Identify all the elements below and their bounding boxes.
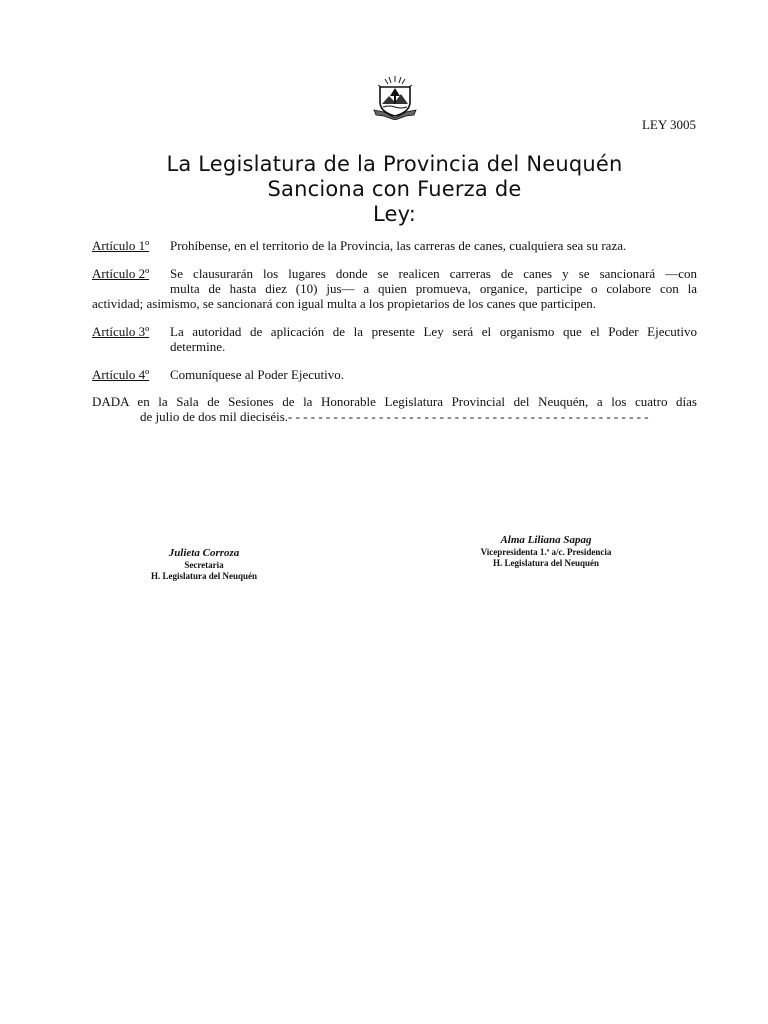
article-3 bbox=[92, 324, 697, 354]
heading-line-3: Ley: bbox=[372, 202, 417, 226]
dada-line-1: DADA en la Sala de Sesiones de la Honorable Legislatura Provincial del Neuquén, a los cuatro días bbox=[92, 394, 697, 409]
signer-role: Secretaria bbox=[184, 560, 224, 570]
article-text: Prohíbense, en el territorio de la Provincia, las carreras de canes, cualquiera sea su raza. bbox=[170, 238, 627, 253]
article-1 bbox=[92, 238, 697, 253]
dada-line-2: de julio de dos mil dieciséis.- - - - - - - - - - - - - - - - - - - - - - - - - - - - - - - - - - - - - - - - - - - - - - - - bbox=[140, 409, 649, 424]
article-label: Artículo 2º bbox=[92, 266, 150, 281]
dada-clause bbox=[92, 394, 697, 424]
article-3-line-1 bbox=[92, 324, 697, 339]
article-text: multa de hasta diez (10) jus— a quien promueva, organice, participe o colabore con la bbox=[170, 281, 697, 296]
article-text: La autoridad de aplicación de la presente Ley será el organismo que el Poder Ejecutivo bbox=[170, 324, 697, 339]
heading-line-2: Sanciona con Fuerza de bbox=[267, 177, 522, 201]
article-label: Artículo 3º bbox=[92, 324, 150, 339]
signature-block-president bbox=[448, 533, 644, 569]
article-2 bbox=[92, 266, 697, 311]
heading-line-1: La Legislatura de la Provincia del Neuquén bbox=[166, 152, 623, 176]
signer-name: Julieta Corroza bbox=[168, 547, 240, 559]
law-number: LEY 3005 bbox=[641, 117, 696, 132]
coat-of-arms-icon bbox=[370, 74, 420, 120]
signer-role: Vicepresidenta 1.ª a/c. Presidencia bbox=[480, 547, 612, 557]
signer-institution: H. Legislatura del Neuquén bbox=[492, 558, 599, 568]
signature-block-secretary bbox=[120, 546, 288, 582]
article-text: determine. bbox=[170, 339, 226, 354]
article-4 bbox=[92, 367, 697, 382]
article-label: Artículo 1º bbox=[92, 238, 150, 253]
signer-institution: H. Legislatura del Neuquén bbox=[150, 571, 257, 581]
article-label: Artículo 4º bbox=[92, 367, 150, 382]
document-heading bbox=[92, 152, 697, 227]
signer-name: Alma Liliana Sapag bbox=[500, 534, 592, 546]
article-text: actividad; asimismo, se sancionará con igual multa a los propietarios de los canes que participen. bbox=[92, 296, 596, 311]
article-text: Se clausurarán los lugares donde se realicen carreras de canes y se sancionará —con bbox=[170, 266, 697, 281]
article-2-line-1 bbox=[92, 266, 697, 281]
articles-list bbox=[92, 238, 697, 395]
article-text: Comuníquese al Poder Ejecutivo. bbox=[170, 367, 345, 382]
